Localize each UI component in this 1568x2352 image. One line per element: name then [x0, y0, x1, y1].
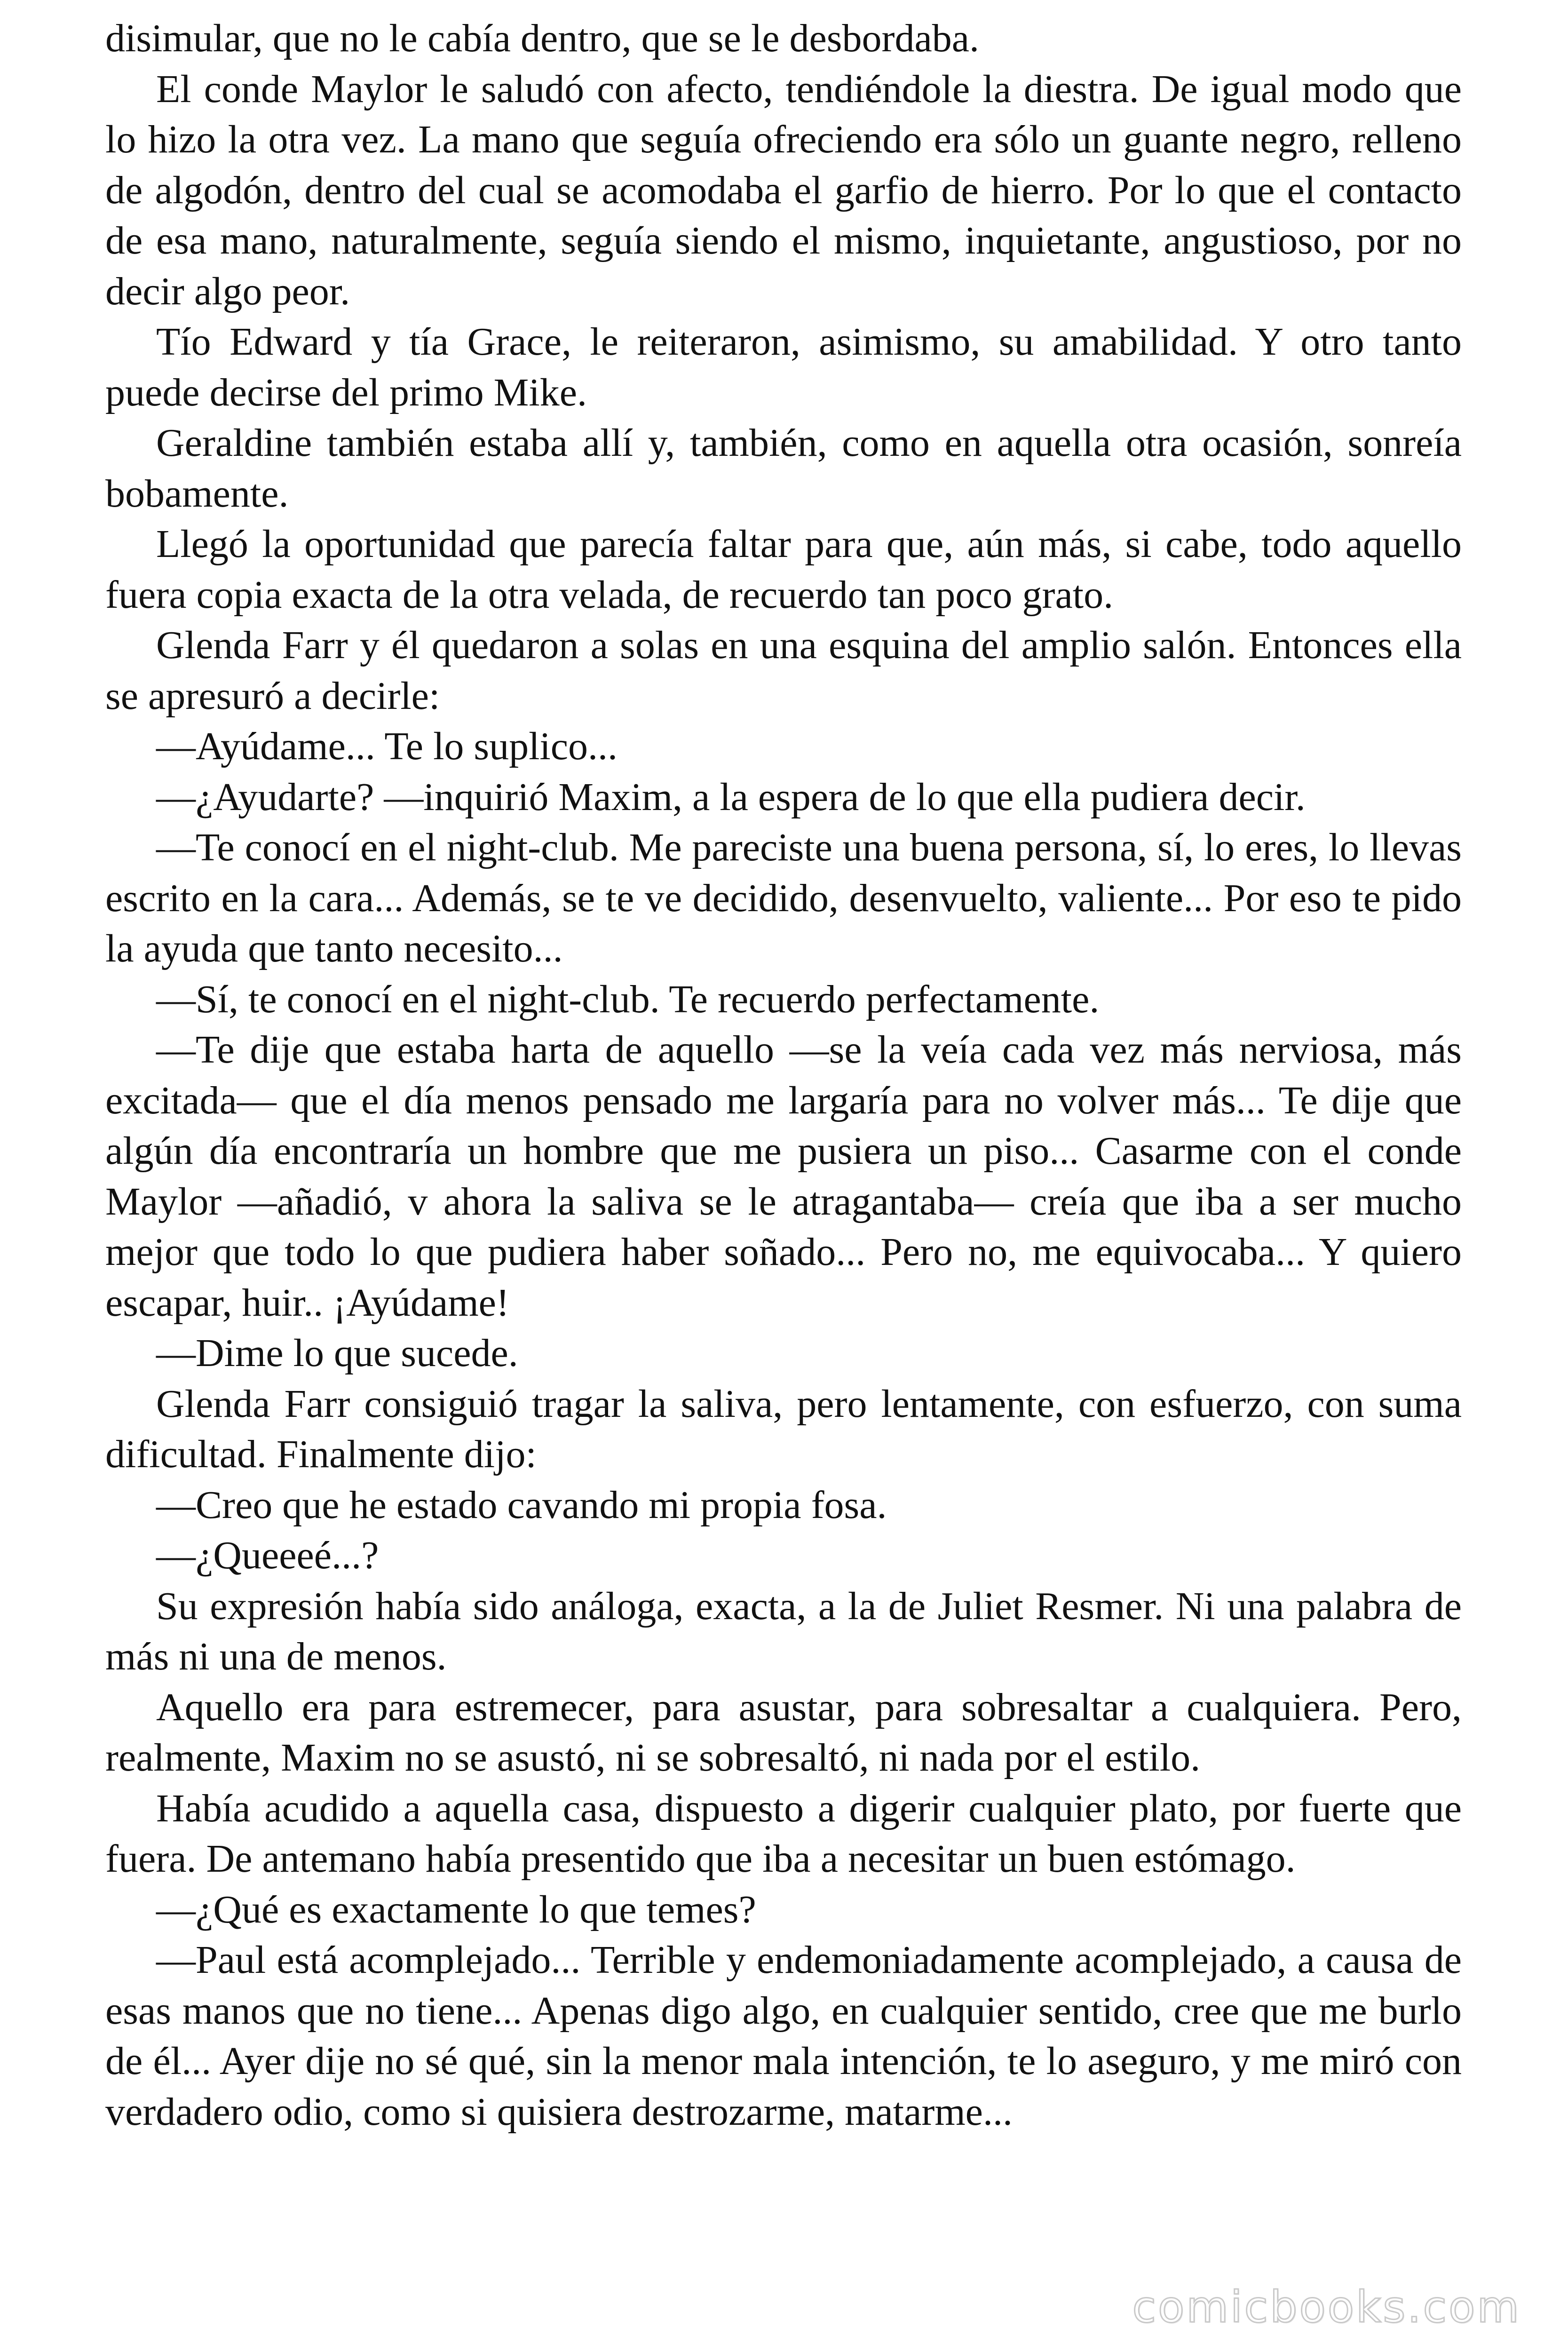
dialogue-ayudame: —Ayúdame... Te lo suplico... [156, 724, 618, 768]
dialogue-te-conoci: —Te conocí en el night-club. Me pareciste una buena persona, sí, lo eres, lo llevas escrito en la cara... Además, se te ve decidido, desenvuelto, valiente... Por eso te pido la ayuda que tanto necesito... [105, 826, 1462, 970]
paragraph-expresion: Su expresión había sido análoga, exacta, a la de Juliet Resmer. Ni una palabra de más ni una de menos. [105, 1584, 1462, 1678]
paragraph-continuation: disimular, que no le cabía dentro, que se le desbordaba. [105, 16, 980, 60]
dialogue-paul-acomplejado: —Paul está acomplejado... Terrible y endemoniadamente acomplejado, a causa de esas manos que no tiene... Apenas digo algo, en cualquier sentido, cree que me burlo de él... Ayer dije no sé qué, sin la menor mala intención, te lo aseguro, y me miró con verdadero odio, como si quisiera destrozarme, matarme... [105, 1938, 1462, 2134]
paragraph-conde-greeting: El conde Maylor le saludó con afecto, tendiéndole la diestra. De igual modo que lo hizo la otra vez. La mano que seguía ofreciendo era sólo un guante negro, relleno de algodón, dentro del cual se acomodaba el garfio de hierro. Por lo que el contacto de esa mano, naturalmente, seguía siendo el mismo, inquietante, angustioso, por no decir algo peor. [105, 67, 1462, 313]
dialogue-ayudarte: —¿Ayudarte? —inquirió Maxim, a la espera de lo que ella pudiera decir. [156, 775, 1306, 819]
watermark-logo: comicbooks.com [1132, 2282, 1521, 2332]
paragraph-oportunidad: Llegó la oportunidad que parecía faltar para que, aún más, si cabe, todo aquello fuera copia exacta de la otra velada, de recuerdo tan poco grato. [105, 522, 1462, 617]
paragraph-tio-edward: Tío Edward y tía Grace, le reiteraron, asimismo, su amabilidad. Y otro tanto puede decirse del primo Mike. [105, 320, 1462, 414]
paragraph-glenda-solas: Glenda Farr y él quedaron a solas en una esquina del amplio salón. Entonces ella se apresuró a decirle: [105, 623, 1462, 718]
dialogue-dime: —Dime lo que sucede. [156, 1331, 518, 1375]
dialogue-si-te-conoci: —Sí, te conocí en el night-club. Te recuerdo perfectamente. [156, 977, 1100, 1021]
dialogue-que-temes: —¿Qué es exactamente lo que temes? [156, 1887, 756, 1931]
dialogue-te-dije: —Te dije que estaba harta de aquello —se la veía cada vez más nerviosa, más excitada— que el día menos pensado me largaría para no volver más... Te dije que algún día encontraría un hombre que me pusiera un piso... Casarme con el conde Maylor —añadió, v ahora la saliva se le atragantaba— creía que iba a ser mucho mejor que todo lo que pudiera haber soñado... Pero no, me equivocaba... Y quiero escapar, huir.. ¡Ayúdame! [105, 1028, 1462, 1325]
paragraph-geraldine: Geraldine también estaba allí y, también, como en aquella otra ocasión, sonreía bobamente. [105, 421, 1462, 516]
book-page-text [105, 13, 1462, 2137]
paragraph-habia-acudido: Había acudido a aquella casa, dispuesto a digerir cualquier plato, por fuerte que fuera. De antemano había presentido que iba a necesitar un buen estómago. [105, 1786, 1462, 1881]
paragraph-glenda-saliva: Glenda Farr consiguió tragar la saliva, pero lentamente, con esfuerzo, con suma dificultad. Finalmente dijo: [105, 1382, 1462, 1476]
dialogue-queeee: —¿Queeeé...? [156, 1534, 379, 1577]
paragraph-estremecer: Aquello era para estremecer, para asustar, para sobresaltar a cualquiera. Pero, realmente, Maxim no se asustó, ni se sobresaltó, ni nada por el estilo. [105, 1685, 1462, 1780]
dialogue-creo-fosa: —Creo que he estado cavando mi propia fosa. [156, 1483, 887, 1527]
